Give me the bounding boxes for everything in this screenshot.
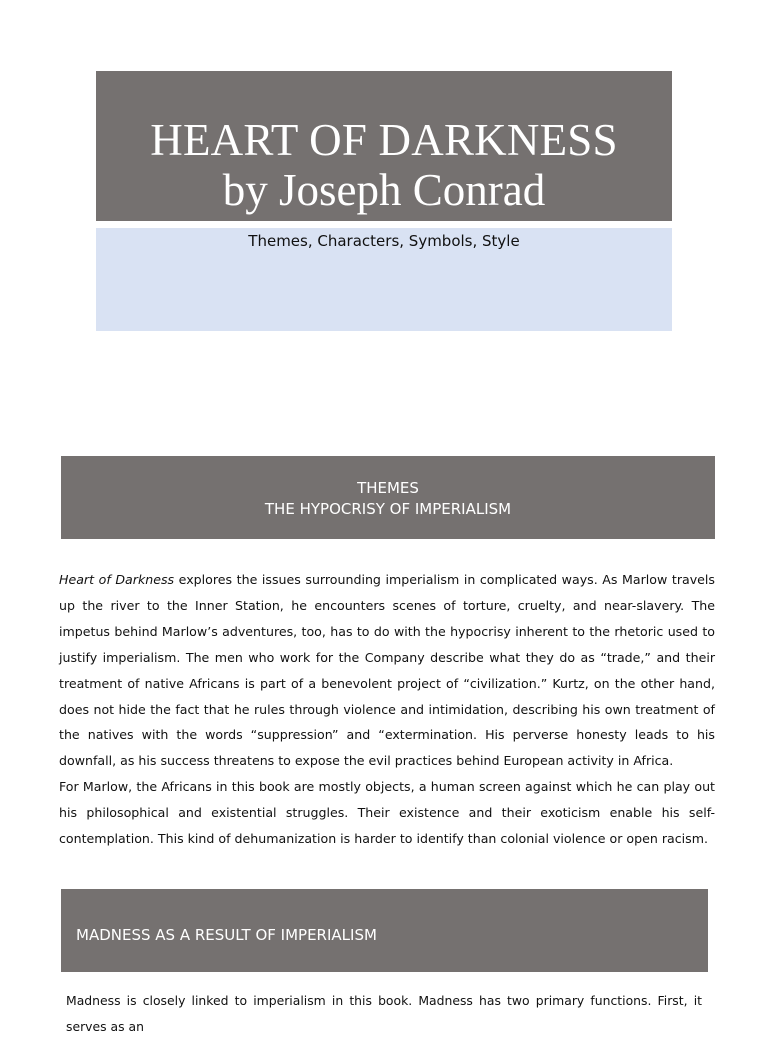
- section-header-themes: [61, 456, 715, 539]
- section-header-madness: [61, 889, 708, 972]
- section-label: THEMES: [357, 479, 419, 497]
- paragraph-madness: Madness is closely linked to imperialism in this book. Madness has two primary functions. First, it serves as an: [66, 993, 702, 1034]
- document-author: by Joseph Conrad: [222, 165, 546, 215]
- section-heading: MADNESS AS A RESULT OF IMPERIALISM: [76, 926, 377, 944]
- themes-body-text: [59, 567, 715, 852]
- paragraph-africans: For Marlow, the Africans in this book are mostly objects, a human screen against which he can play out his philosophical and existential struggles. Their existence and their exoticism enable his self-contemplation. This kind of dehumanization is harder to identify than colonial violence or open racism.: [59, 779, 715, 847]
- madness-body-text: [66, 988, 702, 1040]
- section-heading: THE HYPOCRISY OF IMPERIALISM: [264, 500, 512, 518]
- document-subtitle: Themes, Characters, Symbols, Style: [248, 232, 520, 250]
- subtitle-box: [96, 228, 672, 331]
- book-title-italic: Heart of Darkness: [59, 572, 175, 587]
- paragraph-imperialism: [59, 567, 715, 774]
- document-title: HEART OF DARKNESS: [150, 115, 618, 165]
- paragraph-text: explores the issues surrounding imperialism in complicated ways. As Marlow travels up the river to the Inner Station, he encounters scenes of torture, cruelty, and near-slavery. The impetus behind Marlow’s adventures, too, has to do with the hypocrisy inherent to the rhetoric used to justify imperialism. The men who work for the Company describe what they do as “trade,” and their treatment of native Africans is part of a benevolent project of “civilization.” Kurtz, on the other hand, does not hide the fact that he rules through violence and intimidation, describing his own treatment of the natives with the words “suppression” and “extermination. His perverse honesty leads to his downfall, as his success threatens to expose the evil practices behind European activity in Africa.: [59, 572, 715, 769]
- document-title-box: [96, 71, 672, 221]
